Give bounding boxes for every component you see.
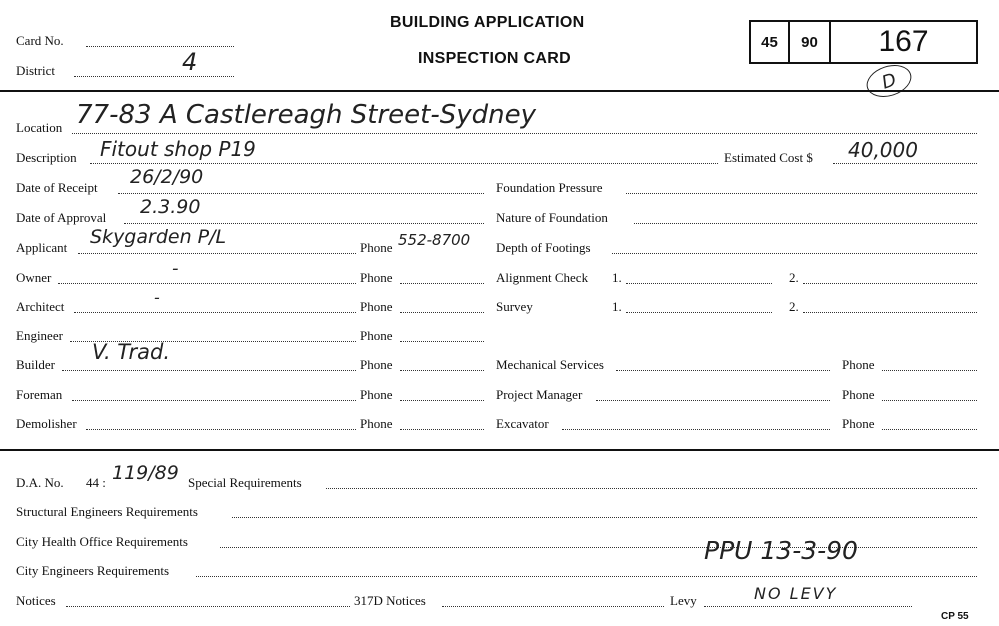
form-title-line1: BUILDING APPLICATION xyxy=(390,14,585,31)
depth-footings-line[interactable] xyxy=(612,253,977,254)
location-label: Location xyxy=(16,120,63,135)
engineer-phone-line[interactable] xyxy=(400,341,484,342)
mechanical-phone-label: Phone xyxy=(842,357,875,372)
builder-phone-label: Phone xyxy=(360,357,393,372)
excavator-phone-label: Phone xyxy=(842,416,875,431)
levy-value: NO LEVY xyxy=(754,584,838,603)
structural-line[interactable] xyxy=(232,517,977,518)
engineer-label: Engineer xyxy=(16,328,63,343)
da-prefix: 44 : xyxy=(86,475,106,490)
survey-line-1[interactable] xyxy=(626,312,772,313)
alignment-check-line-1[interactable] xyxy=(626,283,772,284)
builder-label: Builder xyxy=(16,357,55,372)
description-line[interactable] xyxy=(90,163,718,164)
mechanical-phone-line[interactable] xyxy=(882,370,977,371)
date-approval-value: 2.3.90 xyxy=(140,196,201,218)
circled-mark-letter: D xyxy=(879,68,899,94)
city-eng-value: PPU 13-3-90 xyxy=(704,536,858,565)
excavator-label: Excavator xyxy=(496,416,549,431)
code-box-b: 90 xyxy=(788,20,831,64)
project-manager-label: Project Manager xyxy=(496,387,583,402)
description-value: Fitout shop P19 xyxy=(100,137,256,161)
date-receipt-label: Date of Receipt xyxy=(16,180,98,195)
date-approval-label: Date of Approval xyxy=(16,210,107,225)
foreman-phone-line[interactable] xyxy=(400,400,484,401)
owner-line[interactable] xyxy=(58,283,356,284)
owner-value: - xyxy=(172,258,179,279)
form-title-line2: INSPECTION CARD xyxy=(418,50,571,67)
footer-divider xyxy=(0,449,999,451)
foundation-pressure-label: Foundation Pressure xyxy=(496,180,603,195)
estimated-cost-label: Estimated Cost $ xyxy=(724,150,813,165)
location-line[interactable] xyxy=(72,133,977,134)
foreman-label: Foreman xyxy=(16,387,63,402)
nature-foundation-label: Nature of Foundation xyxy=(496,210,608,225)
da-number-value: 119/89 xyxy=(112,462,179,484)
survey-num1: 1. xyxy=(612,299,622,314)
city-eng-label: City Engineers Requirements xyxy=(16,563,170,578)
project-manager-line[interactable] xyxy=(596,400,830,401)
notices-317d-line[interactable] xyxy=(442,606,664,607)
alignment-check-label: Alignment Check xyxy=(496,270,589,285)
foreman-phone-label: Phone xyxy=(360,387,393,402)
mechanical-services-label: Mechanical Services xyxy=(496,357,604,372)
applicant-value: Skygarden P/L xyxy=(90,226,227,248)
health-line[interactable] xyxy=(220,547,977,548)
special-req-line[interactable] xyxy=(326,488,977,489)
description-label: Description xyxy=(16,150,77,165)
project-manager-phone-label: Phone xyxy=(842,387,875,402)
district-label: District xyxy=(16,63,55,78)
alignment-check-line-2[interactable] xyxy=(803,283,977,284)
architect-value: - xyxy=(154,288,160,307)
owner-phone-line[interactable] xyxy=(400,283,484,284)
builder-value: V. Trad. xyxy=(92,340,171,364)
owner-label: Owner xyxy=(16,270,52,285)
levy-line[interactable] xyxy=(704,606,912,607)
district-line[interactable] xyxy=(74,76,234,77)
owner-phone-label: Phone xyxy=(360,270,393,285)
applicant-line[interactable] xyxy=(78,253,356,254)
form-code: CP 55 xyxy=(941,611,969,622)
code-box-a: 45 xyxy=(749,20,790,64)
da-no-label: D.A. No. xyxy=(16,475,64,490)
builder-phone-line[interactable] xyxy=(400,370,484,371)
estimated-cost-line[interactable] xyxy=(833,163,977,164)
applicant-label: Applicant xyxy=(16,240,68,255)
card-no-line[interactable] xyxy=(86,46,234,47)
circled-mark xyxy=(862,60,915,103)
health-label: City Health Office Requirements xyxy=(16,534,188,549)
date-receipt-value: 26/2/90 xyxy=(130,166,204,188)
architect-label: Architect xyxy=(16,299,65,314)
survey-line-2[interactable] xyxy=(803,312,977,313)
depth-footings-label: Depth of Footings xyxy=(496,240,591,255)
survey-num2: 2. xyxy=(789,299,799,314)
city-eng-line[interactable] xyxy=(196,576,977,577)
notices-label: Notices xyxy=(16,593,56,608)
demolisher-phone-label: Phone xyxy=(360,416,393,431)
applicant-phone-value: 552-8700 xyxy=(398,231,471,249)
survey-label: Survey xyxy=(496,299,533,314)
alignment-check-num1: 1. xyxy=(612,270,622,285)
location-value: 77-83 A Castlereagh Street-Sydney xyxy=(76,100,536,130)
notices-line[interactable] xyxy=(66,606,350,607)
project-manager-phone-line[interactable] xyxy=(882,400,977,401)
card-no-label: Card No. xyxy=(16,33,64,48)
estimated-cost-value: 40,000 xyxy=(848,138,918,162)
code-box-number: 167 xyxy=(829,20,978,64)
date-approval-line[interactable] xyxy=(124,223,484,224)
architect-phone-label: Phone xyxy=(360,299,393,314)
alignment-check-num2: 2. xyxy=(789,270,799,285)
notices-317d-label: 317D Notices xyxy=(354,593,426,608)
foundation-pressure-line[interactable] xyxy=(626,193,977,194)
special-req-label: Special Requirements xyxy=(188,475,302,490)
levy-label: Levy xyxy=(670,593,697,608)
demolisher-phone-line[interactable] xyxy=(400,429,484,430)
nature-foundation-line[interactable] xyxy=(634,223,977,224)
engineer-phone-label: Phone xyxy=(360,328,393,343)
architect-phone-line[interactable] xyxy=(400,312,484,313)
date-receipt-line[interactable] xyxy=(118,193,484,194)
demolisher-line[interactable] xyxy=(86,429,356,430)
excavator-line[interactable] xyxy=(562,429,830,430)
structural-label: Structural Engineers Requirements xyxy=(16,504,198,519)
foreman-line[interactable] xyxy=(72,400,356,401)
excavator-phone-line[interactable] xyxy=(882,429,977,430)
demolisher-label: Demolisher xyxy=(16,416,77,431)
header-divider xyxy=(0,90,999,92)
district-value: 4 xyxy=(182,48,198,76)
architect-line[interactable] xyxy=(74,312,356,313)
mechanical-services-line[interactable] xyxy=(616,370,830,371)
applicant-phone-label: Phone xyxy=(360,240,393,255)
builder-line[interactable] xyxy=(62,370,356,371)
